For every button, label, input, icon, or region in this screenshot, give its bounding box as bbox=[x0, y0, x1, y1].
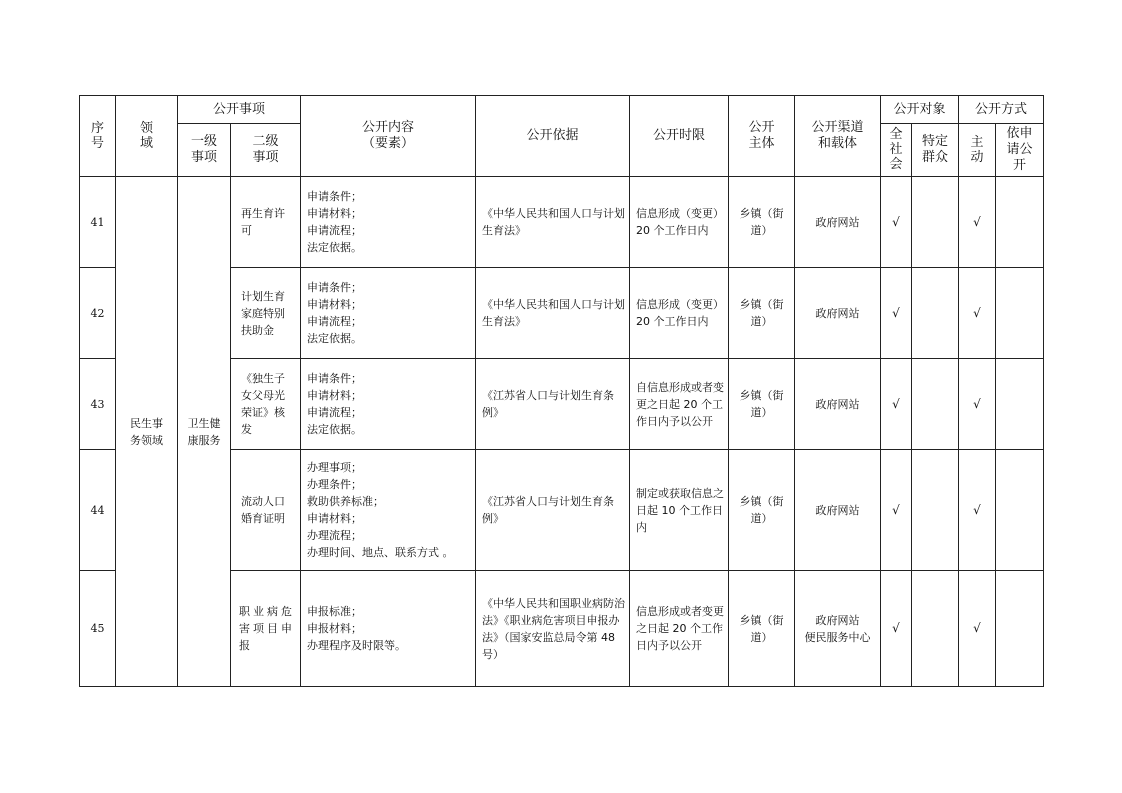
time-limit-cell: 制定或获取信息之日起 10 个工作日内 bbox=[630, 450, 729, 571]
method-active-check: √ bbox=[959, 450, 996, 571]
header-items: 公开事项 bbox=[178, 96, 301, 124]
header-content: 公开内容（要素） bbox=[301, 96, 476, 177]
audience-specific-check bbox=[912, 571, 959, 687]
header-level2: 二级事项 bbox=[231, 124, 301, 177]
audience-specific-check bbox=[912, 359, 959, 450]
header-method-active: 主动 bbox=[959, 124, 996, 177]
content-cell: 申报标准； 申报材料； 办理程序及时限等。 bbox=[301, 571, 476, 687]
basis-cell: 《中华人民共和国人口与计划生育法》 bbox=[476, 177, 630, 268]
time-limit-cell: 信息形成（变更）20 个工作日内 bbox=[630, 177, 729, 268]
content-cell: 申请条件； 申请材料； 申请流程； 法定依据。 bbox=[301, 177, 476, 268]
subject-cell: 乡镇（街道） bbox=[729, 177, 795, 268]
method-request-check bbox=[996, 177, 1044, 268]
channel-cell: 政府网站 bbox=[795, 450, 881, 571]
channel-cell: 政府网站 bbox=[795, 177, 881, 268]
channel-cell: 政府网站 便民服务中心 bbox=[795, 571, 881, 687]
method-request-check bbox=[996, 359, 1044, 450]
time-limit-cell: 信息形成（变更）20 个工作日内 bbox=[630, 268, 729, 359]
header-audience-specific: 特定群众 bbox=[912, 124, 959, 177]
level1-cell: 卫生健康服务 bbox=[178, 177, 231, 687]
content-cell: 办理事项； 办理条件； 救助供养标准； 申请材料； 办理流程； 办理时间、地点、联系方式 。 bbox=[301, 450, 476, 571]
header-time-limit: 公开时限 bbox=[630, 96, 729, 177]
audience-all-check: √ bbox=[881, 450, 912, 571]
row-seq: 43 bbox=[80, 359, 116, 450]
content-cell: 申请条件； 申请材料； 申请流程； 法定依据。 bbox=[301, 268, 476, 359]
level2-cell: 计划生育家庭特别扶助金 bbox=[231, 268, 301, 359]
row-seq: 44 bbox=[80, 450, 116, 571]
level2-cell: 流动人口婚育证明 bbox=[231, 450, 301, 571]
audience-specific-check bbox=[912, 268, 959, 359]
header-audience-all: 全社会 bbox=[881, 124, 912, 177]
header-level1: 一级事项 bbox=[178, 124, 231, 177]
audience-specific-check bbox=[912, 177, 959, 268]
header-method: 公开方式 bbox=[959, 96, 1044, 124]
disclosure-table bbox=[79, 95, 1044, 687]
basis-cell: 《江苏省人口与计划生育条例》 bbox=[476, 450, 630, 571]
method-request-check bbox=[996, 268, 1044, 359]
content-cell: 申请条件； 申请材料； 申请流程； 法定依据。 bbox=[301, 359, 476, 450]
method-request-check bbox=[996, 450, 1044, 571]
header-subject: 公开主体 bbox=[729, 96, 795, 177]
header-seq: 序号 bbox=[80, 96, 116, 177]
level2-cell: 职业病危害项目申报 bbox=[231, 571, 301, 687]
audience-all-check: √ bbox=[881, 359, 912, 450]
row-seq: 45 bbox=[80, 571, 116, 687]
audience-specific-check bbox=[912, 450, 959, 571]
channel-cell: 政府网站 bbox=[795, 359, 881, 450]
header-audience: 公开对象 bbox=[881, 96, 959, 124]
method-active-check: √ bbox=[959, 359, 996, 450]
channel-cell: 政府网站 bbox=[795, 268, 881, 359]
audience-all-check: √ bbox=[881, 571, 912, 687]
time-limit-cell: 信息形成或者变更之日起 20 个工作日内予以公开 bbox=[630, 571, 729, 687]
header-basis: 公开依据 bbox=[476, 96, 630, 177]
time-limit-cell: 自信息形成或者变更之日起 20 个工作日内予以公开 bbox=[630, 359, 729, 450]
row-seq: 41 bbox=[80, 177, 116, 268]
subject-cell: 乡镇（街道） bbox=[729, 450, 795, 571]
method-active-check: √ bbox=[959, 177, 996, 268]
level2-cell: 《独生子女父母光荣证》核发 bbox=[231, 359, 301, 450]
table-row bbox=[80, 177, 1044, 268]
header-method-request: 依申请公开 bbox=[996, 124, 1044, 177]
level2-cell: 再生育许可 bbox=[231, 177, 301, 268]
method-request-check bbox=[996, 571, 1044, 687]
audience-all-check: √ bbox=[881, 268, 912, 359]
audience-all-check: √ bbox=[881, 177, 912, 268]
subject-cell: 乡镇（街道） bbox=[729, 268, 795, 359]
header-channel: 公开渠道和载体 bbox=[795, 96, 881, 177]
subject-cell: 乡镇（街道） bbox=[729, 571, 795, 687]
subject-cell: 乡镇（街道） bbox=[729, 359, 795, 450]
basis-cell: 《中华人民共和国职业病防治法》《职业病危害项目申报办法》（国家安监总局令第 48 号） bbox=[476, 571, 630, 687]
basis-cell: 《中华人民共和国人口与计划生育法》 bbox=[476, 268, 630, 359]
method-active-check: √ bbox=[959, 268, 996, 359]
basis-cell: 《江苏省人口与计划生育条例》 bbox=[476, 359, 630, 450]
header-domain: 领域 bbox=[116, 96, 178, 177]
domain-cell: 民生事务领域 bbox=[116, 177, 178, 687]
row-seq: 42 bbox=[80, 268, 116, 359]
method-active-check: √ bbox=[959, 571, 996, 687]
